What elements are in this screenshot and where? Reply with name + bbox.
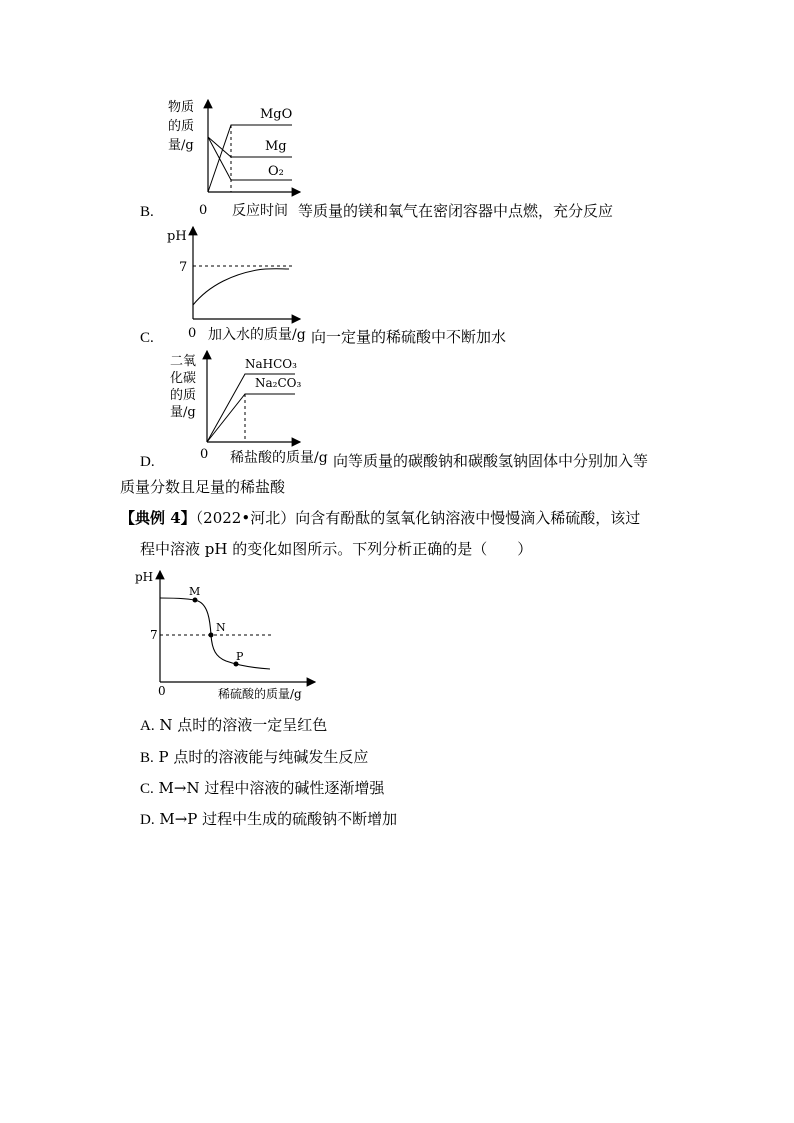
- graph-b: [160, 95, 305, 215]
- graph-b-label-o2: O₂: [268, 164, 284, 179]
- graph-4-origin: 0: [158, 684, 166, 698]
- option-d-row: [140, 452, 155, 471]
- option-d-label: D.: [140, 454, 155, 470]
- graph-b-mgo-line: [208, 125, 292, 192]
- graph-c-ref-value: 7: [179, 260, 188, 275]
- graph-4-ylabel: pH: [135, 570, 154, 584]
- graph-d-ylabel-2: 化碳: [170, 371, 197, 386]
- graph-d-ylabel-3: 的质: [170, 388, 197, 403]
- graph-b-xlabel: 反应时间: [232, 203, 288, 219]
- choice-a-text: N 点时的溶液一定呈红色: [159, 716, 328, 734]
- graph-4-ref-value: 7: [150, 628, 158, 642]
- choice-c-text: M→N 过程中溶液的碱性逐渐增强: [158, 779, 385, 797]
- graph-4-label-p: P: [236, 650, 244, 663]
- choice-a: [140, 716, 327, 735]
- graph-c-curve: [193, 269, 289, 305]
- graph-4-label-n: N: [216, 621, 226, 634]
- choice-d-label: D.: [140, 812, 155, 828]
- option-c-label: C.: [140, 330, 154, 346]
- example4-stem-2: 程中溶液 pH 的变化如图所示。下列分析正确的是（ ）: [140, 540, 533, 558]
- choice-a-label: A.: [140, 718, 155, 734]
- graph-b-ylabel-2: 的质: [168, 119, 195, 134]
- graph-b-origin: 0: [199, 203, 208, 218]
- graph-d-origin: 0: [200, 447, 209, 462]
- example4-tag: 【典例 4】: [120, 509, 196, 527]
- option-b-row: [140, 202, 154, 221]
- choice-c: [140, 779, 384, 798]
- choice-d-text: M→P 过程中生成的硫酸钠不断增加: [159, 810, 398, 828]
- example4-line1: [120, 509, 640, 527]
- option-b-desc: 等质量的镁和氧气在密闭容器中点燃，充分反应: [298, 202, 614, 220]
- option-c-desc: 向一定量的稀硫酸中不断加水: [311, 328, 507, 346]
- choice-b-text: P 点时的溶液能与纯碱发生反应: [158, 748, 369, 766]
- graph-c: [165, 222, 305, 327]
- graph-c-ylabel: pH: [167, 229, 187, 244]
- graph-4-point-n: [209, 633, 214, 638]
- graph-4: [130, 565, 320, 705]
- graph-4-point-m: [193, 598, 198, 603]
- graph-c-origin: 0: [188, 326, 197, 341]
- option-b-label: B.: [140, 204, 154, 220]
- option-d-desc-line1: 向等质量的碳酸钠和碳酸氢钠固体中分别加入等: [333, 452, 649, 470]
- graph-4-label-m: M: [189, 585, 201, 598]
- graph-c-xlabel: 加入水的质量/g: [208, 327, 306, 343]
- choice-d: [140, 810, 397, 829]
- graph-d-ylabel-4: 量/g: [170, 405, 196, 420]
- example4-stem-1: （2022•河北）向含有酚酞的氢氧化钠溶液中慢慢滴入稀硫酸，该过: [195, 509, 641, 527]
- graph-b-label-mg: Mg: [265, 139, 287, 154]
- graph-d-label-na2co3: Na₂CO₃: [255, 376, 302, 390]
- choice-c-label: C.: [140, 781, 154, 797]
- graph-d: [165, 348, 305, 448]
- graph-b-label-mgo: MgO: [260, 107, 293, 122]
- graph-b-ylabel-1: 物质: [168, 100, 195, 115]
- choice-b-label: B.: [140, 750, 154, 766]
- option-d-desc-line2: 质量分数且足量的稀盐酸: [120, 478, 286, 496]
- graph-4-xlabel: 稀硫酸的质量/g: [218, 687, 302, 701]
- option-c-row: [140, 328, 154, 347]
- graph-4-curve: [160, 598, 270, 669]
- choice-b: [140, 748, 368, 767]
- graph-d-ylabel-1: 二氧: [170, 354, 197, 369]
- graph-b-ylabel-3: 量/g: [168, 138, 194, 153]
- graph-d-xlabel: 稀盐酸的质量/g: [230, 450, 328, 466]
- graph-d-label-nahco3: NaHCO₃: [245, 357, 297, 371]
